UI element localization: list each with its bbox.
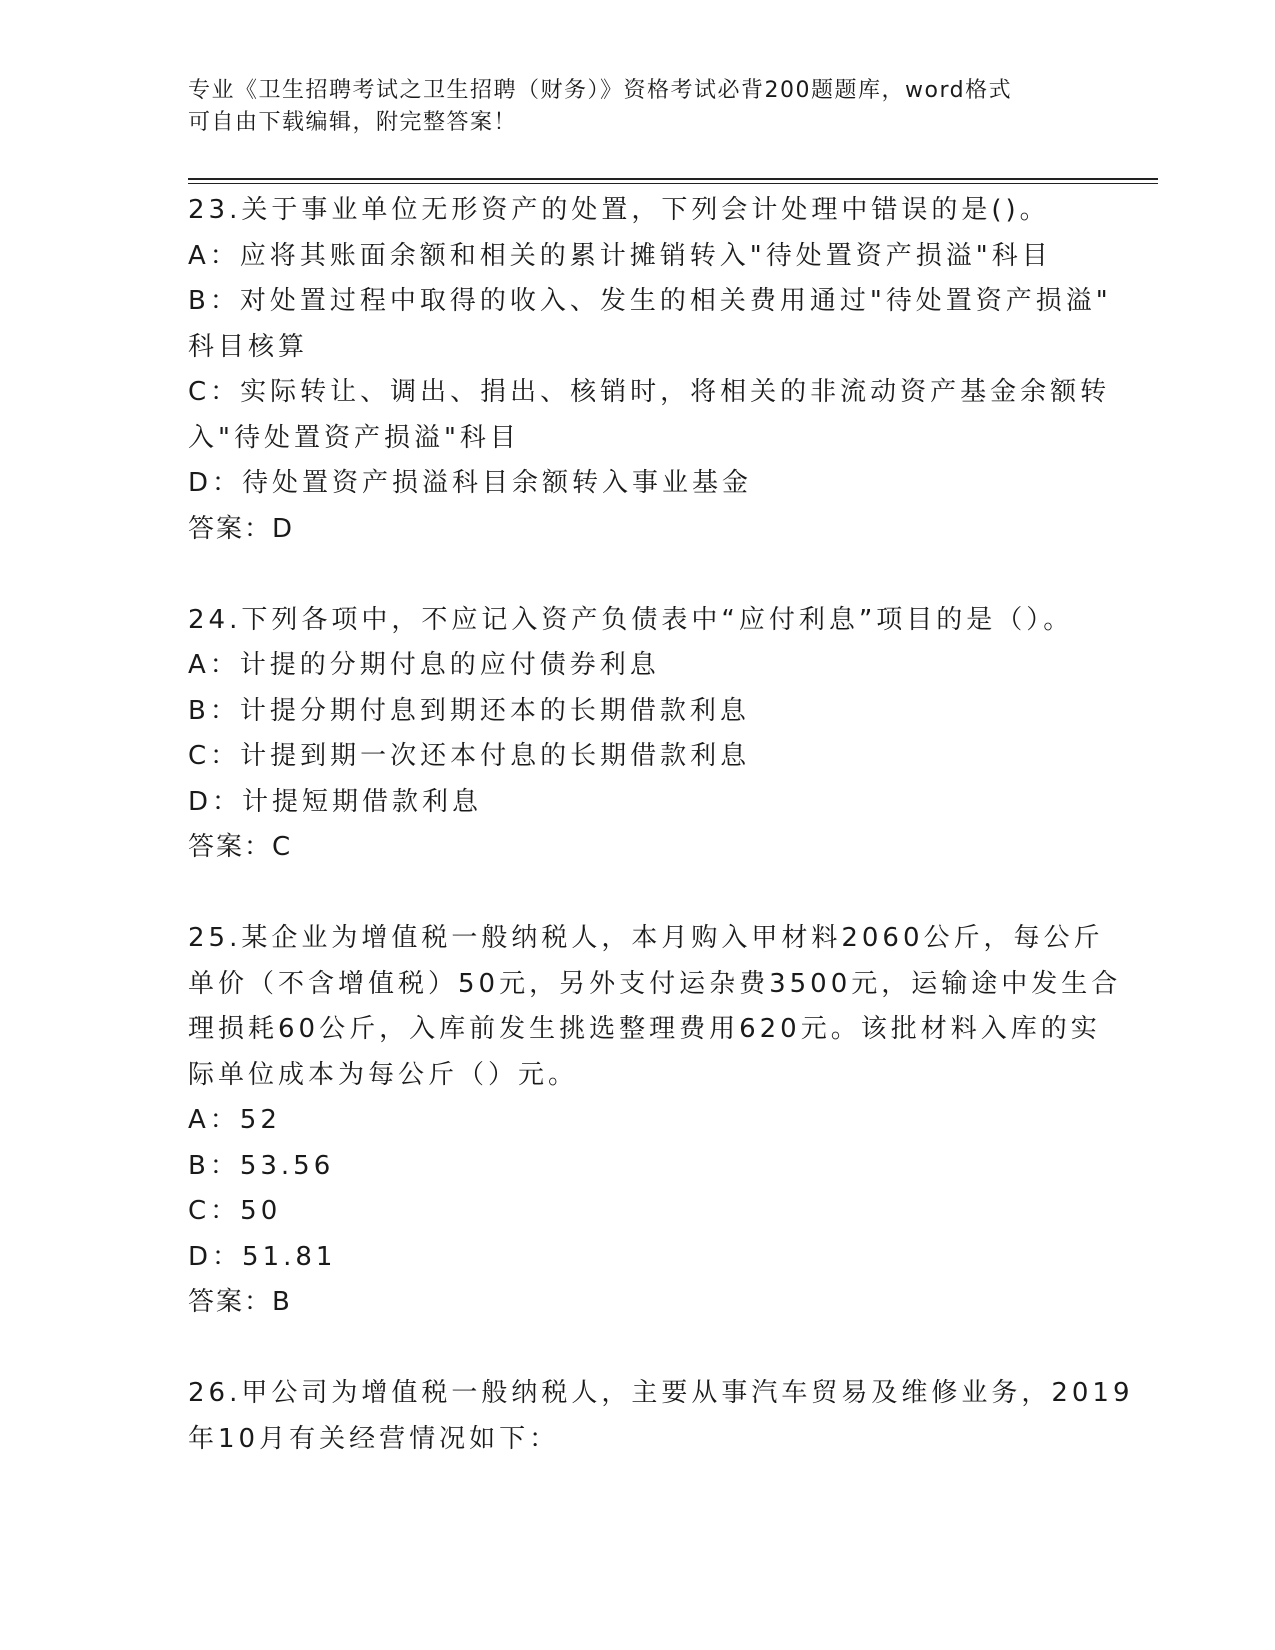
option-a: A：计提的分期付息的应付债券利息 — [188, 650, 660, 680]
question-stem: 25.某企业为增值税一般纳税人，本月购入甲材料2060公斤，每公斤 — [188, 923, 1104, 953]
spacer — [188, 1326, 1088, 1372]
question-stem-continued: 际单位成本为每公斤（）元。 — [188, 1059, 579, 1090]
question-block-23 — [188, 188, 1112, 552]
document-header — [188, 75, 1088, 139]
option-c: C：计提到期一次还本付息的长期借款利息 — [188, 741, 751, 771]
option-d: D：51.81 — [188, 1241, 337, 1272]
question-stem: 23.关于事业单位无形资产的处置，下列会计处理中错误的是()。 — [188, 195, 1050, 225]
question-stem-continued: 理损耗60公斤，入库前发生挑选整理费用620元。该批材料入库的实 — [188, 1014, 1101, 1044]
question-block-24 — [188, 598, 1088, 871]
answer-line: 答案：B — [188, 1287, 292, 1317]
header-divider-thick — [188, 178, 1158, 180]
question-stem-continued: 年10月有关经营情况如下： — [188, 1423, 560, 1454]
header-line-2: 可自由下载编辑，附完整答案！ — [188, 110, 518, 135]
header-line-1: 专业《卫生招聘考试之卫生招聘（财务）》资格考试必背200题题库，word格式 — [188, 78, 1013, 103]
option-c-continued: 入"待处置资产损溢"科目 — [188, 422, 520, 453]
question-block-25 — [188, 916, 1122, 1326]
spacer — [188, 552, 1088, 598]
question-list — [188, 188, 1134, 1462]
spacer — [188, 871, 1088, 917]
answer-line: 答案：D — [188, 513, 295, 544]
option-b-continued: 科目核算 — [188, 331, 309, 362]
option-b: B：对处置过程中取得的收入、发生的相关费用通过"待处置资产损溢" — [188, 286, 1112, 316]
option-a: A：应将其账面余额和相关的累计摊销转入"待处置资产损溢"科目 — [188, 240, 1052, 271]
question-stem: 24.下列各项中，不应记入资产负债表中“应付利息”项目的是（）。 — [188, 604, 1074, 635]
option-c: C：50 — [188, 1196, 282, 1226]
option-d: D：计提短期借款利息 — [188, 786, 483, 817]
option-c: C：实际转让、调出、捐出、核销时，将相关的非流动资产基金余额转 — [188, 377, 1111, 407]
answer-line: 答案：C — [188, 832, 293, 862]
option-d: D：待处置资产损溢科目余额转入事业基金 — [188, 468, 753, 498]
option-b: B：53.56 — [188, 1150, 335, 1181]
question-stem-continued: 单价（不含增值税）50元，另外支付运杂费3500元，运输途中发生合 — [188, 968, 1122, 999]
header-divider-thin — [188, 183, 1158, 184]
option-b: B：计提分期付息到期还本的长期借款利息 — [188, 695, 750, 726]
question-stem: 26.甲公司为增值税一般纳税人，主要从事汽车贸易及维修业务，2019 — [188, 1378, 1134, 1408]
question-block-26 — [188, 1371, 1134, 1462]
option-a: A：52 — [188, 1105, 281, 1135]
